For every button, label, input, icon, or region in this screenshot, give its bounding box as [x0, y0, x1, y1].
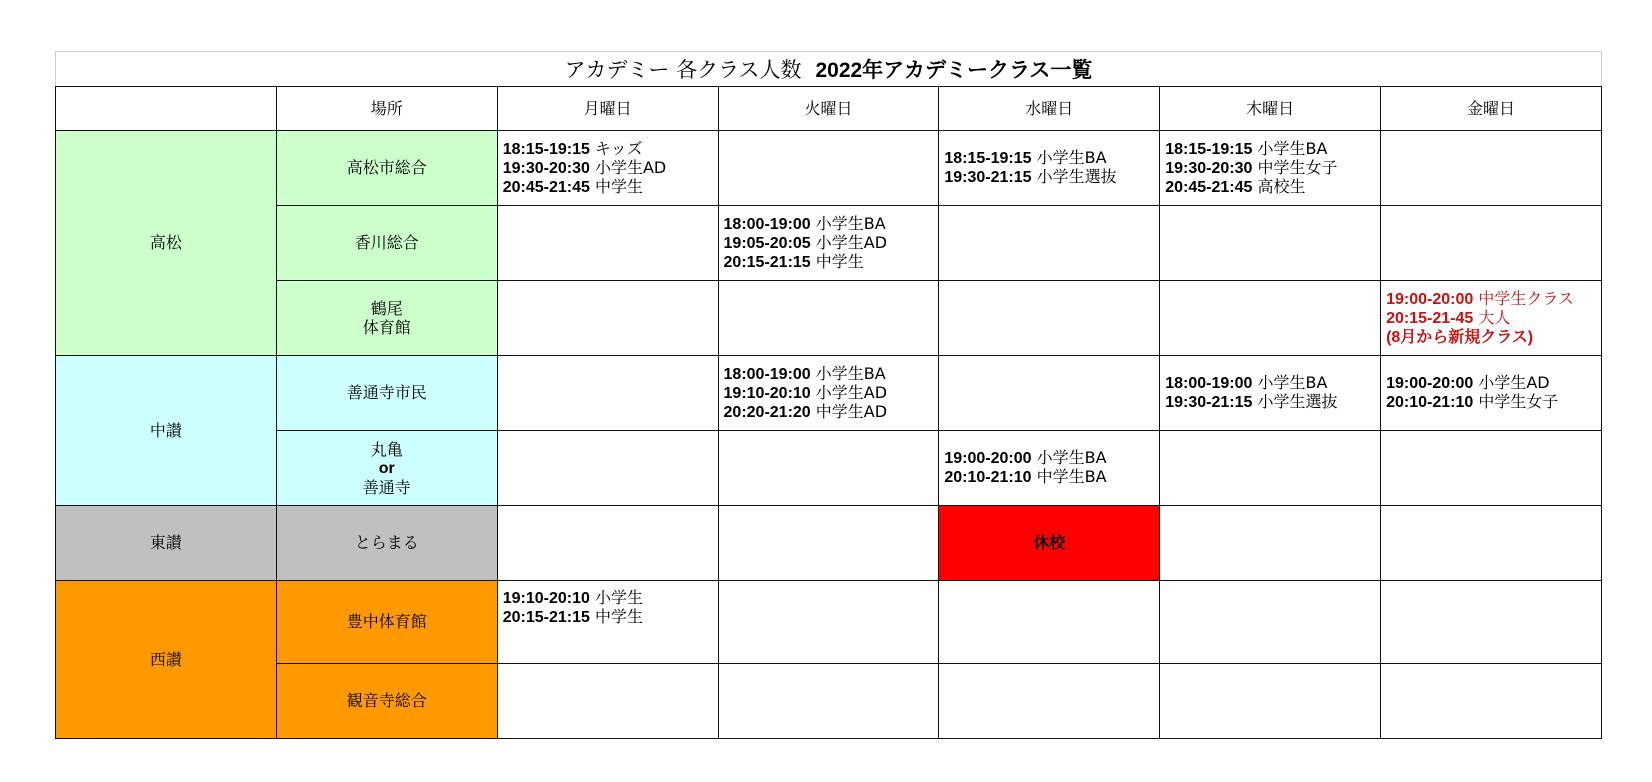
- title-part1: アカデミー 各クラス人数: [564, 58, 802, 82]
- schedule-cell: [939, 664, 1160, 739]
- schedule-entry: [503, 608, 718, 627]
- schedule-class: 小学生BA: [1036, 148, 1107, 167]
- schedule-entry: [1386, 328, 1601, 347]
- header-tuesday: 火曜日: [718, 87, 939, 131]
- venue-marugame-line1: 丸亀: [370, 439, 403, 459]
- schedule-class: 高校生: [1257, 176, 1306, 196]
- schedule-entry: [724, 234, 939, 253]
- schedule-time: (8月から新規クラス): [1386, 328, 1534, 346]
- schedule-time: 19:30-21:15: [1165, 394, 1253, 411]
- schedule-class: 小学生BA: [1257, 138, 1328, 158]
- schedule-cell: [1381, 506, 1602, 581]
- schedule-class: 中学生女子: [1257, 157, 1338, 177]
- schedule-cell: [1381, 131, 1602, 206]
- table-row: [56, 131, 1602, 206]
- header-wednesday: 水曜日: [939, 87, 1160, 131]
- region-takamatsu: 高松: [56, 131, 277, 356]
- schedule-entry: [944, 149, 1159, 168]
- schedule-entry: [724, 384, 939, 403]
- schedule-time: 18:15-19:15: [1165, 140, 1253, 158]
- schedule-cell: [939, 581, 1160, 664]
- schedule-cell: [497, 431, 718, 506]
- schedule-cell: [718, 356, 939, 431]
- schedule-cell-new-class: [1381, 281, 1602, 356]
- schedule-class: 大人: [1478, 307, 1511, 327]
- schedule-entry: [724, 403, 939, 422]
- schedule-class: 中学生BA: [1036, 467, 1107, 486]
- schedule-entry: [724, 365, 939, 384]
- schedule-entry: [503, 178, 718, 197]
- table-row: [56, 281, 1602, 356]
- schedule-cell: [1381, 581, 1602, 664]
- venue-tsuruo-line2: 体育館: [362, 318, 411, 337]
- header-monday: 月曜日: [497, 87, 718, 131]
- table-row: [56, 356, 1602, 431]
- venue-tsuruo: [276, 281, 497, 356]
- schedule-time: 20:20-21:20: [723, 403, 811, 421]
- region-chusan: 中讃: [56, 356, 277, 506]
- schedule-class: 中学生: [815, 251, 864, 271]
- venue-marugame: [276, 431, 497, 506]
- schedule-entry: [1386, 374, 1601, 393]
- class-schedule-table: [55, 86, 1602, 739]
- closed-badge: 休校: [939, 506, 1160, 581]
- schedule-time: 19:30-21:15: [944, 169, 1032, 186]
- schedule-class: 小学生BA: [815, 363, 886, 383]
- schedule-time: 20:10-21:10: [1386, 394, 1474, 411]
- schedule-entry: [944, 168, 1159, 187]
- schedule-cell: [718, 431, 939, 506]
- schedule-class: 小学生AD: [1478, 373, 1550, 392]
- schedule-cell: [718, 664, 939, 739]
- schedule-time: 19:10-20:10: [723, 384, 811, 402]
- schedule-time: 19:00-20:00: [1386, 290, 1474, 308]
- venue-kagawa-sogo: 香川総合: [276, 206, 497, 281]
- schedule-cell: [1160, 431, 1381, 506]
- schedule-time: 20:45-21:45: [1165, 178, 1253, 196]
- schedule-cell: [1381, 206, 1602, 281]
- schedule-cell: [497, 281, 718, 356]
- schedule-sheet: [55, 51, 1602, 729]
- region-tousan: 東讃: [56, 506, 277, 581]
- schedule-cell: [1160, 664, 1381, 739]
- schedule-class: 小学生選抜: [1036, 167, 1117, 186]
- schedule-class: 中学生女子: [1478, 392, 1559, 411]
- schedule-time: 18:00-19:00: [723, 215, 811, 233]
- schedule-cell: [939, 131, 1160, 206]
- schedule-time: 18:15-19:15: [502, 140, 590, 158]
- schedule-cell: [1160, 206, 1381, 281]
- schedule-class: キッズ: [594, 138, 643, 158]
- header-blank-cell: [56, 87, 277, 131]
- venue-marugame-line3: 善通寺: [362, 477, 411, 497]
- schedule-class: 小学生AD: [815, 382, 888, 402]
- schedule-class: 小学生選抜: [1257, 392, 1338, 411]
- header-friday: 金曜日: [1381, 87, 1602, 131]
- venue-takamatsu-sogo: 高松市総合: [276, 131, 497, 206]
- region-seisan: 西讃: [56, 581, 277, 739]
- table-row: [56, 506, 1602, 581]
- schedule-time: 18:15-19:15: [944, 150, 1032, 167]
- schedule-entry: [1165, 140, 1380, 159]
- schedule-cell: [939, 281, 1160, 356]
- schedule-time: 20:10-21:10: [944, 469, 1032, 486]
- schedule-entry: [1386, 393, 1601, 412]
- schedule-cell: [497, 581, 718, 664]
- schedule-entry: [1165, 374, 1380, 393]
- schedule-class: 小学生AD: [815, 232, 888, 252]
- schedule-class: 小学生BA: [1036, 448, 1107, 467]
- title-part2: 2022年アカデミークラス一覧: [815, 59, 1093, 82]
- schedule-time: 18:00-19:00: [1165, 375, 1253, 392]
- schedule-cell: [1381, 664, 1602, 739]
- schedule-entry: [724, 215, 939, 234]
- schedule-time: 20:15-21-45: [1386, 309, 1474, 327]
- schedule-time: 19:00-20:00: [1386, 375, 1474, 392]
- schedule-cell: [1160, 506, 1381, 581]
- header-row: [56, 87, 1602, 131]
- schedule-time: 20:15-21:15: [502, 609, 590, 626]
- schedule-cell: [718, 131, 939, 206]
- schedule-time: 19:00-20:00: [944, 450, 1032, 467]
- venue-zentsuji-shimin: 善通寺市民: [276, 356, 497, 431]
- schedule-cell: [1381, 356, 1602, 431]
- schedule-time: 19:05-20:05: [723, 234, 811, 252]
- schedule-class: 中学生クラス: [1478, 288, 1574, 308]
- table-row: [56, 206, 1602, 281]
- table-row: [56, 581, 1602, 664]
- schedule-class: 小学生AD: [594, 157, 667, 177]
- schedule-cell: [1381, 431, 1602, 506]
- venue-toyonaka: 豊中体育館: [276, 581, 497, 664]
- schedule-time: 18:00-19:00: [723, 365, 811, 383]
- schedule-class: 中学生: [594, 176, 643, 196]
- schedule-cell: [1160, 581, 1381, 664]
- schedule-entry: [1165, 178, 1380, 197]
- schedule-cell: [718, 206, 939, 281]
- schedule-entry: [1386, 290, 1601, 309]
- table-row: [56, 431, 1602, 506]
- schedule-cell: [497, 506, 718, 581]
- schedule-time: 19:30-20:30: [1165, 159, 1253, 177]
- schedule-entry: [1386, 309, 1601, 328]
- schedule-cell: [718, 506, 939, 581]
- schedule-class: 小学生: [594, 588, 643, 607]
- venue-toramaru: とらまる: [276, 506, 497, 581]
- schedule-entry: [503, 589, 718, 608]
- venue-kanonji: 観音寺総合: [276, 664, 497, 739]
- schedule-cell: [718, 281, 939, 356]
- venue-tsuruo-line1: 鶴尾: [370, 299, 403, 318]
- header-place: 場所: [276, 87, 497, 131]
- schedule-entry: [503, 159, 718, 178]
- schedule-cell: [497, 206, 718, 281]
- schedule-entry: [1165, 159, 1380, 178]
- schedule-cell: [1160, 356, 1381, 431]
- table-row: [56, 664, 1602, 739]
- header-thursday: 木曜日: [1160, 87, 1381, 131]
- schedule-cell: [497, 664, 718, 739]
- schedule-class: 小学生BA: [1257, 373, 1328, 392]
- schedule-cell: [939, 356, 1160, 431]
- schedule-cell: [1160, 281, 1381, 356]
- schedule-cell: [497, 356, 718, 431]
- schedule-time: 20:15-21:15: [723, 253, 811, 271]
- schedule-class: 小学生BA: [815, 213, 886, 233]
- schedule-cell: [718, 581, 939, 664]
- schedule-cell: [939, 431, 1160, 506]
- schedule-class: 中学生: [594, 607, 643, 626]
- schedule-time: 20:45-21:45: [502, 178, 590, 196]
- schedule-entry: [944, 449, 1159, 468]
- schedule-time: 19:30-20:30: [502, 159, 590, 177]
- schedule-entry: [503, 140, 718, 159]
- schedule-class: 中学生AD: [815, 401, 888, 421]
- sheet-title: [55, 51, 1602, 86]
- schedule-time: 19:10-20:10: [502, 590, 590, 607]
- schedule-entry: [944, 468, 1159, 487]
- schedule-cell: [1160, 131, 1381, 206]
- schedule-entry: [1165, 393, 1380, 412]
- schedule-entry: [724, 253, 939, 272]
- schedule-cell: [939, 206, 1160, 281]
- venue-marugame-line2: or: [378, 459, 395, 477]
- schedule-cell: [497, 131, 718, 206]
